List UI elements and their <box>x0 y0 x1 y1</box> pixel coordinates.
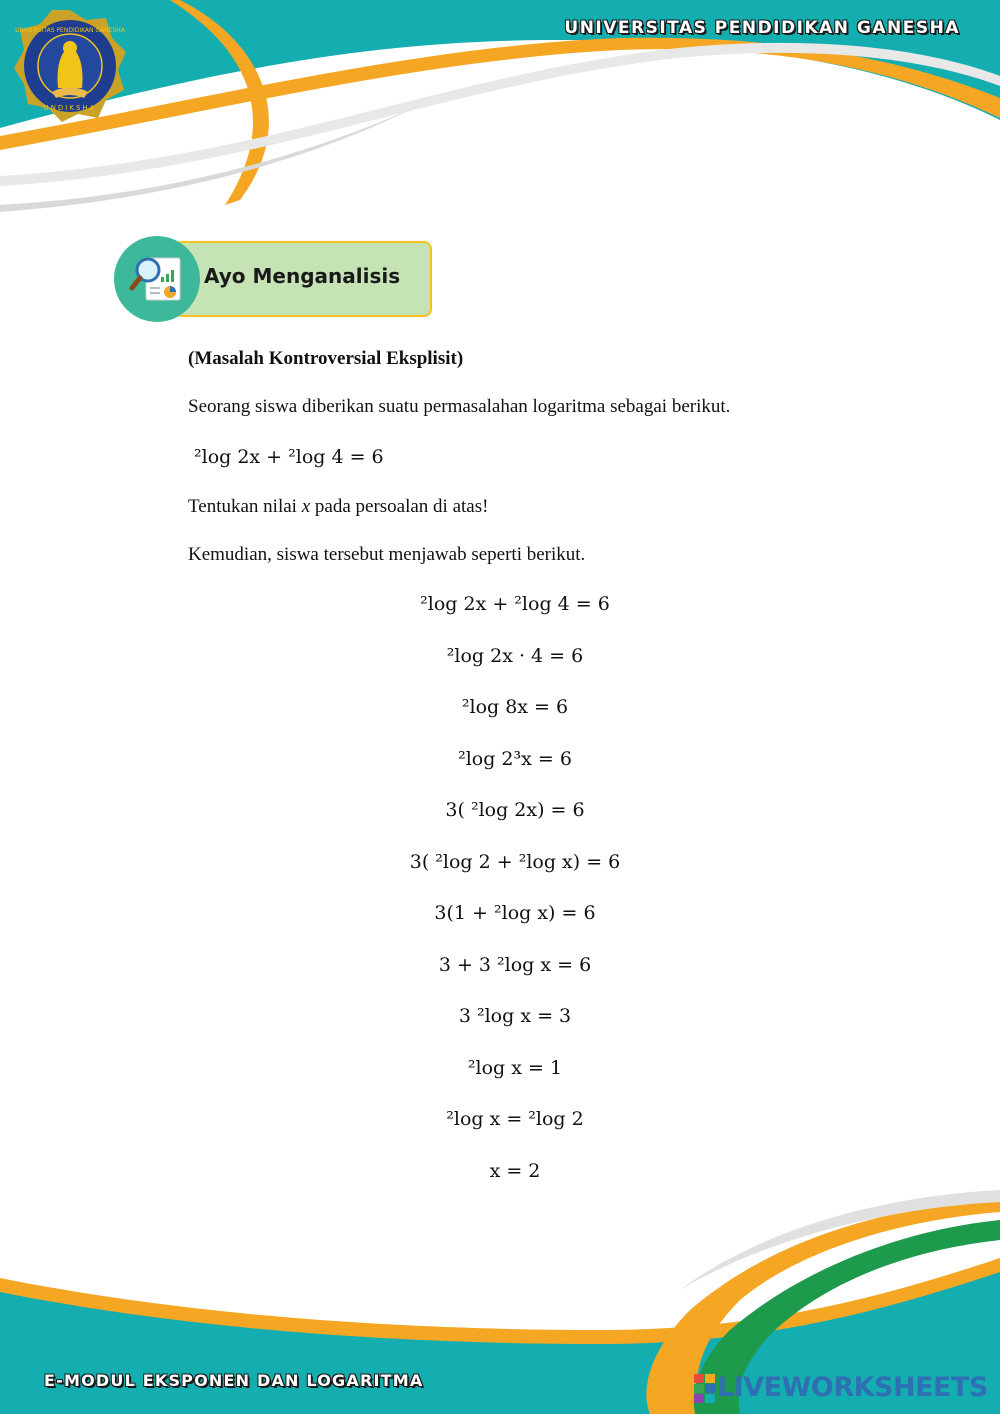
task-text-after: pada persoalan di atas! <box>314 496 489 517</box>
solution-step: ²log 2x + ²log 4 = 6 <box>420 593 610 615</box>
undiksha-logo <box>12 8 128 124</box>
logo-top-text: UNIVERSITAS PENDIDIKAN GANESHA <box>15 27 125 34</box>
analysis-magnifier-chart-icon <box>114 236 200 322</box>
solution-step: 3 ²log x = 3 <box>458 1005 572 1027</box>
solution-step: ²log 8x = 6 <box>461 696 569 718</box>
answer-intro-text: Kemudian, siswa tersebut menjawab seperti berikut. <box>188 544 586 565</box>
university-title: UNIVERSITAS PENDIDIKAN GANESHA <box>564 18 960 38</box>
problem-equation: ²log 2x + ²log 4 = 6 <box>194 446 384 468</box>
solution-step: 3( ²log 2 + ²log x) = 6 <box>409 850 621 873</box>
problem-subtitle: (Masalah Kontroversial Eksplisit) <box>188 348 464 369</box>
solution-step: 3( ²log 2x) = 6 <box>445 799 585 821</box>
liveworksheets-icon <box>694 1374 714 1402</box>
main-content <box>188 344 808 570</box>
solution-step: ²log x = ²log 2 <box>446 1108 584 1130</box>
section-title: Ayo Menganalisis <box>204 264 401 288</box>
solution-step: ²log 2x · 4 = 6 <box>446 644 584 667</box>
solution-step: 3(1 + ²log x) = 6 <box>434 902 596 924</box>
task-text <box>188 492 808 522</box>
liveworksheets-text: LIVEWORKSHEETS <box>717 1372 988 1403</box>
solution-step: x = 2 <box>489 1159 541 1182</box>
solution-steps <box>0 589 1000 1207</box>
intro-text: Seorang siswa diberikan suatu permasalahan logaritma sebagai berikut. <box>188 396 731 417</box>
task-variable: x <box>301 496 311 517</box>
solution-step: 3 + 3 ²log x = 6 <box>438 953 592 976</box>
module-title: E-MODUL EKSPONEN DAN LOGARITMA <box>44 1371 424 1390</box>
section-banner <box>114 236 432 322</box>
solution-step: ²log 2³x = 6 <box>458 747 572 770</box>
liveworksheets-brand[interactable] <box>694 1372 988 1403</box>
task-text-before: Tentukan nilai <box>188 496 297 517</box>
solution-step: ²log x = 1 <box>467 1056 563 1079</box>
logo-bottom-text: UNDIKSHA <box>43 104 97 112</box>
banner-circle <box>114 236 200 322</box>
